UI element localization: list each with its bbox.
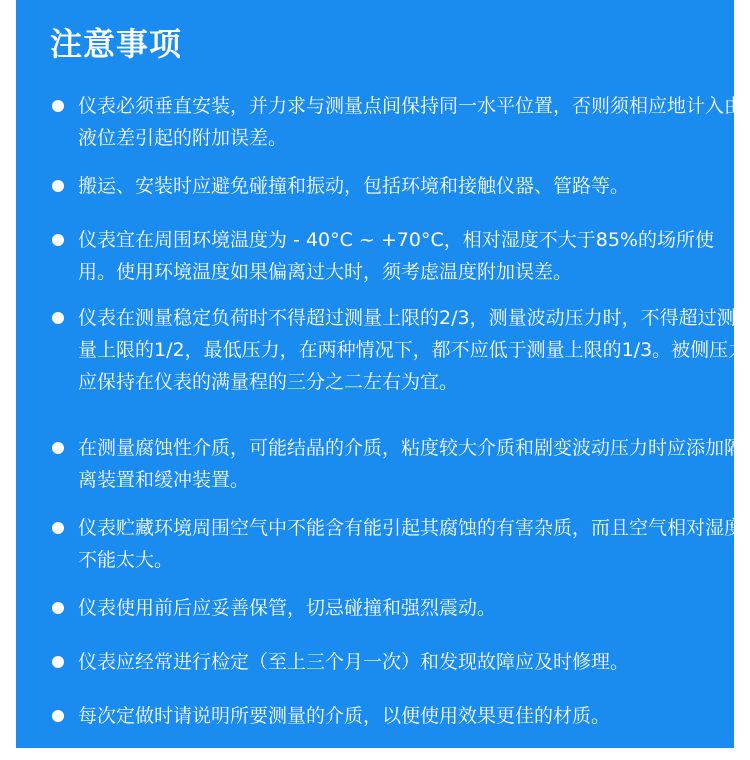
bullet-icon [52, 656, 64, 668]
list-item [52, 224, 748, 288]
list-item [52, 512, 748, 576]
bullet-icon [52, 312, 64, 324]
bullet-icon [52, 442, 64, 454]
note-text: 仪表使用前后应妥善保管，切忌碰撞和强烈震动。 [78, 597, 497, 619]
list-item [52, 302, 748, 398]
bullet-icon [52, 522, 64, 534]
list-item [52, 90, 748, 154]
bullet-icon [52, 100, 64, 112]
note-text: 仪表必须垂直安装，并力求与测量点间保持同一水平位置，否则须相应地计入由液位差引起的附加误差。 [78, 95, 744, 149]
list-item [52, 170, 748, 202]
note-text: 仪表在测量稳定负荷时不得超过测量上限的2/3，测量波动压力时，不得超过测量上限的1/2，最低压力，在两种情况下，都不应低于测量上限的1/3。被侧压力应保持在仪表的满量程的三分之二左右为宜。 [78, 307, 748, 393]
list-item [52, 646, 748, 678]
bullet-icon [52, 234, 64, 246]
bullet-icon [52, 602, 64, 614]
note-text: 仪表贮藏环境周围空气中不能含有能引起其腐蚀的有害杂质，而且空气相对湿度不能太大。 [78, 517, 744, 571]
list-item [52, 432, 748, 496]
list-item [52, 700, 748, 732]
note-text: 仪表应经常进行检定（至上三个月一次）和发现故障应及时修理。 [78, 651, 630, 673]
note-text: 每次定做时请说明所要测量的介质，以便使用效果更佳的材质。 [78, 705, 611, 727]
note-text: 仪表宜在周围环境温度为 - 40°C ~ +70°C，相对湿度不大于85%的场所使用。使用环境温度如果偏离过大时，须考虑温度附加误差。 [78, 229, 714, 283]
bullet-icon [52, 180, 64, 192]
note-text: 在测量腐蚀性介质，可能结晶的介质，粘度较大介质和剧变波动压力时应添加隔离装置和缓冲装置。 [78, 437, 744, 491]
list-item [52, 592, 748, 624]
note-text: 搬运、安装时应避免碰撞和振动，包括环境和接触仪器、管路等。 [78, 175, 630, 197]
notice-panel [16, 0, 748, 748]
bullet-icon [52, 710, 64, 722]
notice-title: 注意事项 [50, 25, 183, 63]
